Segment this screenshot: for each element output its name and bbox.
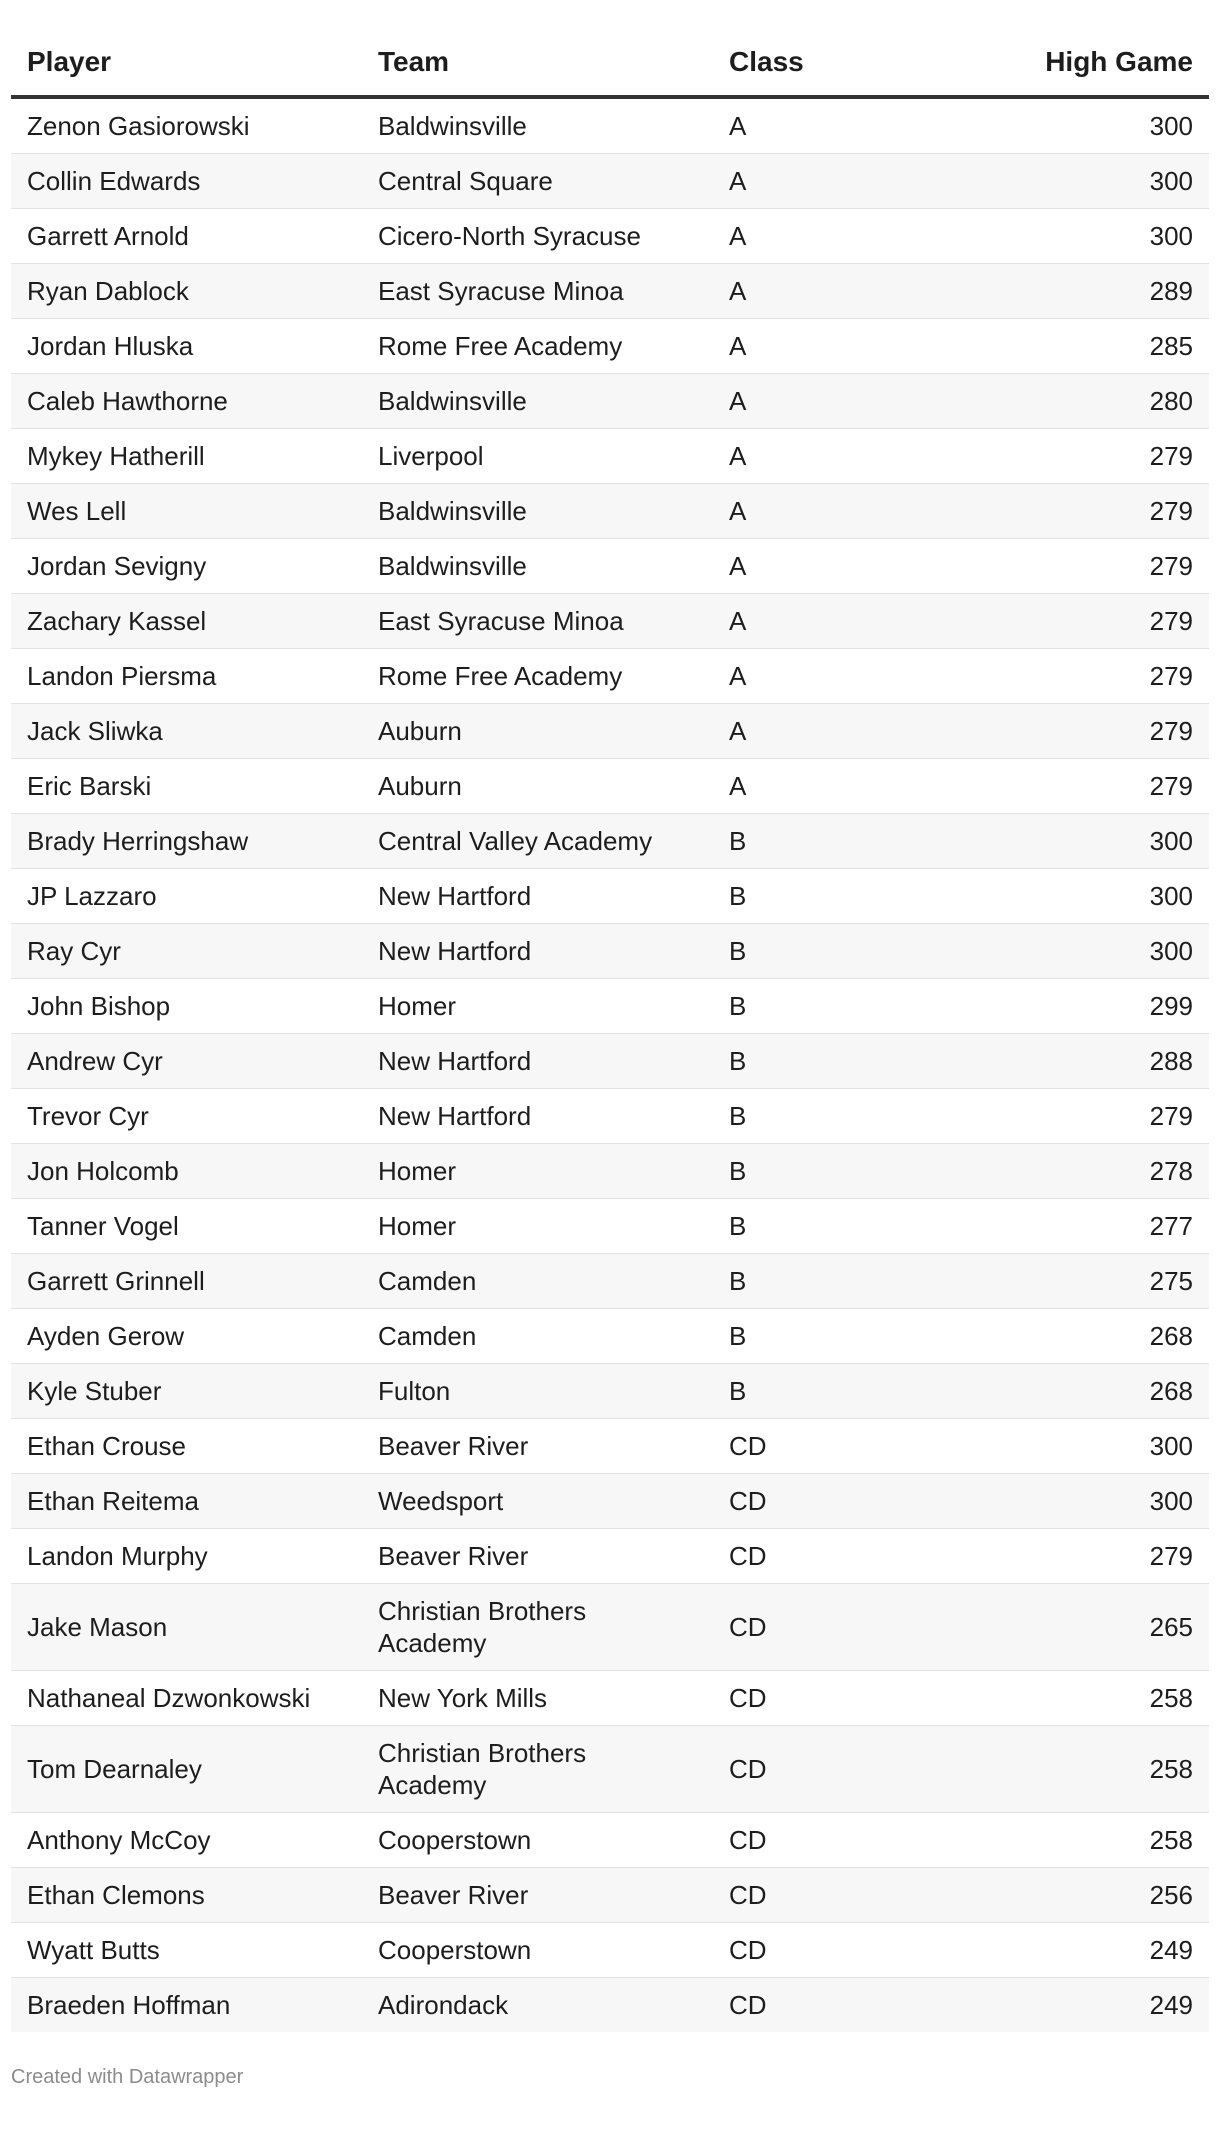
table-row [11, 1671, 1209, 1726]
table-row [11, 924, 1209, 979]
high-game-cell: 249 [983, 1978, 1209, 2033]
table-row [11, 1089, 1209, 1144]
table-header [11, 30, 1209, 97]
table-row [11, 1034, 1209, 1089]
high-game-cell: 277 [983, 1199, 1209, 1254]
table-row [11, 1584, 1209, 1671]
table-row [11, 594, 1209, 649]
player-cell: Andrew Cyr [11, 1034, 362, 1089]
table-row [11, 429, 1209, 484]
high-game-cell: 258 [983, 1813, 1209, 1868]
team-cell: Baldwinsville [362, 97, 713, 154]
team-cell: New York Mills [362, 1671, 713, 1726]
high-game-cell: 299 [983, 979, 1209, 1034]
player-cell: Jack Sliwka [11, 704, 362, 759]
team-cell: Baldwinsville [362, 374, 713, 429]
class-cell: A [713, 594, 983, 649]
high-game-cell: 258 [983, 1726, 1209, 1813]
table-row [11, 209, 1209, 264]
high-game-cell: 300 [983, 869, 1209, 924]
team-cell: Cooperstown [362, 1923, 713, 1978]
player-cell: Brady Herringshaw [11, 814, 362, 869]
player-cell: Caleb Hawthorne [11, 374, 362, 429]
class-cell: CD [713, 1529, 983, 1584]
high-game-cell: 265 [983, 1584, 1209, 1671]
table-row [11, 1309, 1209, 1364]
table-row [11, 319, 1209, 374]
team-cell: East Syracuse Minoa [362, 594, 713, 649]
high-game-cell: 268 [983, 1309, 1209, 1364]
team-cell: Adirondack [362, 1978, 713, 2033]
table-row [11, 1813, 1209, 1868]
high-game-cell: 288 [983, 1034, 1209, 1089]
high-game-cell: 300 [983, 97, 1209, 154]
high-game-cell: 279 [983, 1529, 1209, 1584]
high-game-cell: 279 [983, 1089, 1209, 1144]
high-game-table [11, 30, 1209, 2032]
team-cell: Baldwinsville [362, 484, 713, 539]
team-cell: Weedsport [362, 1474, 713, 1529]
datawrapper-credit[interactable]: Created with Datawrapper [11, 2066, 244, 2089]
class-cell: A [713, 154, 983, 209]
player-cell: Ayden Gerow [11, 1309, 362, 1364]
class-cell: A [713, 374, 983, 429]
header-row [11, 30, 1209, 97]
class-cell: A [713, 539, 983, 594]
team-cell: Christian Brothers Academy [362, 1726, 713, 1813]
player-cell: Jake Mason [11, 1584, 362, 1671]
player-cell: Garrett Arnold [11, 209, 362, 264]
table-row [11, 1726, 1209, 1813]
table-row [11, 539, 1209, 594]
class-cell: A [713, 704, 983, 759]
class-cell: A [713, 97, 983, 154]
table-row [11, 759, 1209, 814]
class-cell: B [713, 1089, 983, 1144]
player-cell: Trevor Cyr [11, 1089, 362, 1144]
class-cell: A [713, 484, 983, 539]
table-row [11, 979, 1209, 1034]
high-game-cell: 289 [983, 264, 1209, 319]
player-cell: Eric Barski [11, 759, 362, 814]
high-game-cell: 280 [983, 374, 1209, 429]
team-cell: Central Valley Academy [362, 814, 713, 869]
high-game-cell: 300 [983, 209, 1209, 264]
table-row [11, 154, 1209, 209]
player-cell: Ethan Crouse [11, 1419, 362, 1474]
class-cell: B [713, 814, 983, 869]
player-cell: Ryan Dablock [11, 264, 362, 319]
class-cell: CD [713, 1671, 983, 1726]
team-cell: Central Square [362, 154, 713, 209]
player-cell: Zenon Gasiorowski [11, 97, 362, 154]
player-cell: Tanner Vogel [11, 1199, 362, 1254]
player-cell: Jordan Sevigny [11, 539, 362, 594]
high-game-cell: 279 [983, 704, 1209, 759]
team-cell: Camden [362, 1254, 713, 1309]
player-cell: Kyle Stuber [11, 1364, 362, 1419]
player-cell: Ethan Clemons [11, 1868, 362, 1923]
class-cell: CD [713, 1584, 983, 1671]
class-cell: B [713, 1199, 983, 1254]
class-cell: B [713, 1034, 983, 1089]
class-cell: A [713, 209, 983, 264]
table-row [11, 1199, 1209, 1254]
high-game-cell: 275 [983, 1254, 1209, 1309]
high-game-cell: 300 [983, 924, 1209, 979]
team-cell: Homer [362, 1199, 713, 1254]
class-cell: CD [713, 1868, 983, 1923]
player-cell: John Bishop [11, 979, 362, 1034]
column-header-player[interactable]: Player [11, 30, 362, 97]
class-cell: CD [713, 1419, 983, 1474]
class-cell: A [713, 264, 983, 319]
player-cell: Zachary Kassel [11, 594, 362, 649]
class-cell: B [713, 1144, 983, 1199]
player-cell: Garrett Grinnell [11, 1254, 362, 1309]
team-cell: East Syracuse Minoa [362, 264, 713, 319]
high-game-cell: 279 [983, 484, 1209, 539]
class-cell: CD [713, 1474, 983, 1529]
team-cell: Liverpool [362, 429, 713, 484]
high-game-cell: 249 [983, 1923, 1209, 1978]
team-cell: Auburn [362, 759, 713, 814]
player-cell: Ethan Reitema [11, 1474, 362, 1529]
team-cell: New Hartford [362, 869, 713, 924]
team-cell: Fulton [362, 1364, 713, 1419]
player-cell: Wyatt Butts [11, 1923, 362, 1978]
high-game-cell: 279 [983, 594, 1209, 649]
team-cell: Camden [362, 1309, 713, 1364]
table-row [11, 1144, 1209, 1199]
class-cell: A [713, 759, 983, 814]
team-cell: Rome Free Academy [362, 649, 713, 704]
column-header-high-game[interactable]: High Game [983, 30, 1209, 97]
player-cell: Braeden Hoffman [11, 1978, 362, 2033]
column-header-team[interactable]: Team [362, 30, 713, 97]
high-game-cell: 279 [983, 429, 1209, 484]
high-game-cell: 279 [983, 759, 1209, 814]
high-game-cell: 256 [983, 1868, 1209, 1923]
table-row [11, 1474, 1209, 1529]
table-row [11, 374, 1209, 429]
team-cell: Rome Free Academy [362, 319, 713, 374]
class-cell: B [713, 979, 983, 1034]
player-cell: Jordan Hluska [11, 319, 362, 374]
table-row [11, 1868, 1209, 1923]
team-cell: Beaver River [362, 1419, 713, 1474]
class-cell: B [713, 924, 983, 979]
team-cell: Baldwinsville [362, 539, 713, 594]
team-cell: Homer [362, 1144, 713, 1199]
table-row [11, 1923, 1209, 1978]
player-cell: Jon Holcomb [11, 1144, 362, 1199]
high-game-cell: 278 [983, 1144, 1209, 1199]
table-row [11, 1978, 1209, 2033]
player-cell: Tom Dearnaley [11, 1726, 362, 1813]
high-game-cell: 300 [983, 1474, 1209, 1529]
table-row [11, 814, 1209, 869]
team-cell: Beaver River [362, 1868, 713, 1923]
high-game-cell: 300 [983, 814, 1209, 869]
table-row [11, 704, 1209, 759]
high-game-cell: 300 [983, 1419, 1209, 1474]
team-cell: New Hartford [362, 1034, 713, 1089]
team-cell: New Hartford [362, 924, 713, 979]
class-cell: CD [713, 1813, 983, 1868]
player-cell: Nathaneal Dzwonkowski [11, 1671, 362, 1726]
table-row [11, 649, 1209, 704]
table-row [11, 869, 1209, 924]
class-cell: CD [713, 1978, 983, 2033]
high-game-cell: 279 [983, 649, 1209, 704]
high-game-cell: 268 [983, 1364, 1209, 1419]
player-cell: Landon Murphy [11, 1529, 362, 1584]
player-cell: Ray Cyr [11, 924, 362, 979]
team-cell: Christian Brothers Academy [362, 1584, 713, 1671]
table-body [11, 97, 1209, 2032]
class-cell: B [713, 1309, 983, 1364]
table-row [11, 1419, 1209, 1474]
team-cell: Cicero-North Syracuse [362, 209, 713, 264]
class-cell: CD [713, 1923, 983, 1978]
table-row [11, 1254, 1209, 1309]
table-row [11, 1529, 1209, 1584]
table-row [11, 1364, 1209, 1419]
high-game-cell: 285 [983, 319, 1209, 374]
team-cell: Cooperstown [362, 1813, 713, 1868]
class-cell: A [713, 649, 983, 704]
team-cell: Homer [362, 979, 713, 1034]
player-cell: Mykey Hatherill [11, 429, 362, 484]
player-cell: Anthony McCoy [11, 1813, 362, 1868]
class-cell: B [713, 1364, 983, 1419]
player-cell: Landon Piersma [11, 649, 362, 704]
team-cell: New Hartford [362, 1089, 713, 1144]
class-cell: A [713, 319, 983, 374]
high-game-cell: 279 [983, 539, 1209, 594]
class-cell: B [713, 869, 983, 924]
table-row [11, 264, 1209, 319]
player-cell: JP Lazzaro [11, 869, 362, 924]
team-cell: Beaver River [362, 1529, 713, 1584]
high-game-cell: 300 [983, 154, 1209, 209]
player-cell: Wes Lell [11, 484, 362, 539]
class-cell: A [713, 429, 983, 484]
table-row [11, 484, 1209, 539]
class-cell: B [713, 1254, 983, 1309]
class-cell: CD [713, 1726, 983, 1813]
column-header-class[interactable]: Class [713, 30, 983, 97]
player-cell: Collin Edwards [11, 154, 362, 209]
team-cell: Auburn [362, 704, 713, 759]
table-row [11, 97, 1209, 154]
high-game-cell: 258 [983, 1671, 1209, 1726]
